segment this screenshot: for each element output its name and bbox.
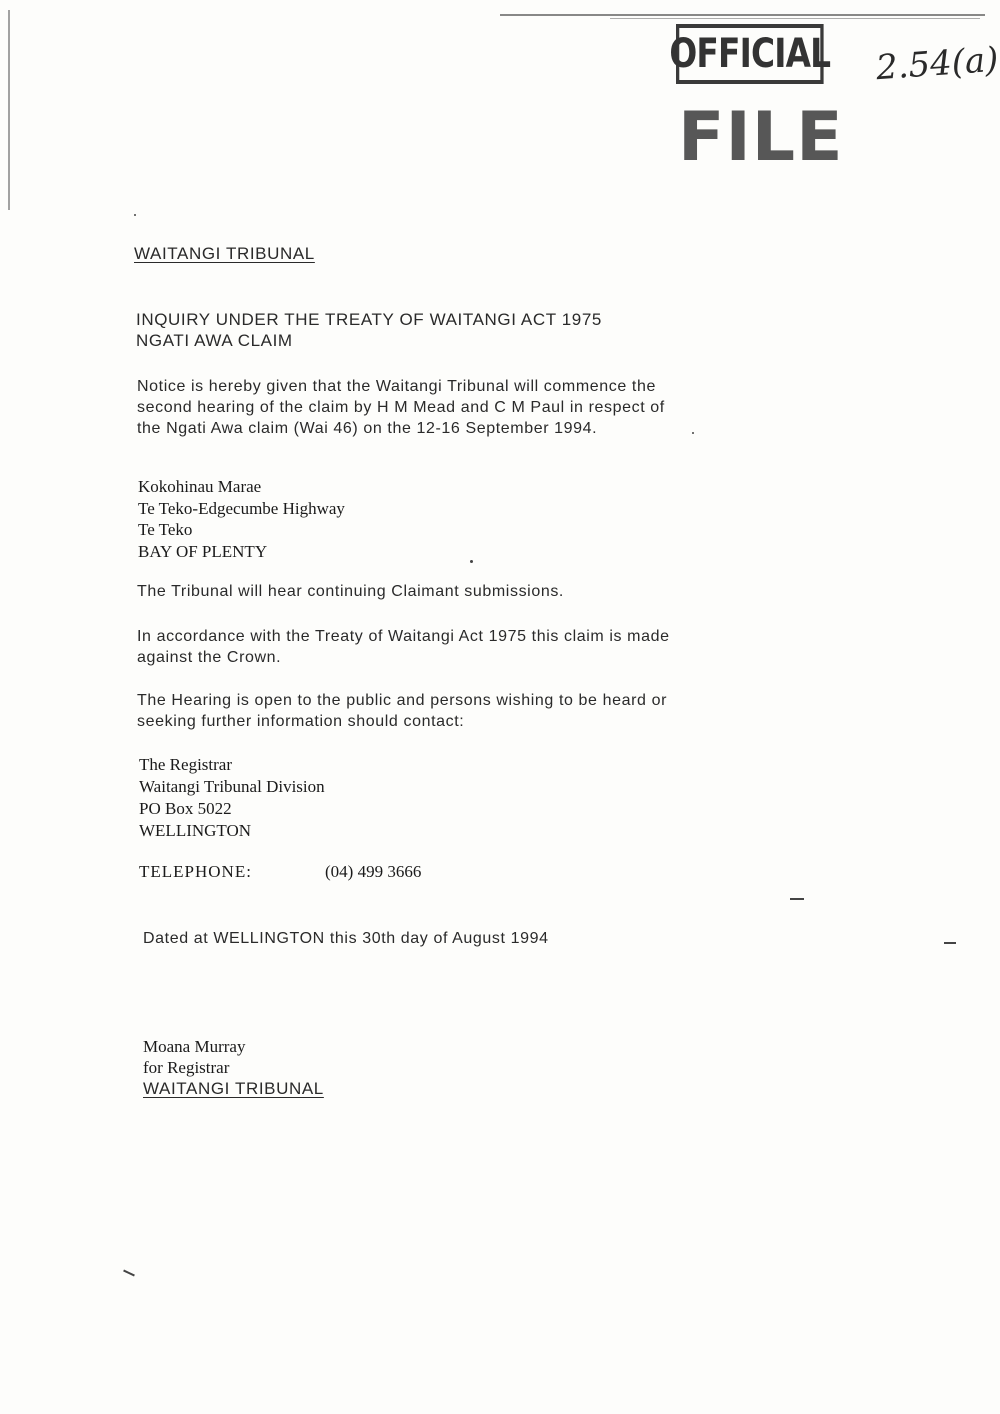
document-heading: WAITANGI TRIBUNAL [134, 244, 315, 263]
scan-speck [944, 942, 956, 944]
signatory-name: Moana Murray [143, 1037, 246, 1056]
notice-paragraph [137, 376, 665, 439]
signature-block [143, 1036, 324, 1099]
handwritten-reference: 2.54(a) [874, 39, 1000, 89]
accordance-line: against the Crown. [137, 649, 282, 666]
scan-speck [692, 432, 694, 434]
scan-speck [790, 898, 804, 900]
claim-title: NGATI AWA CLAIM [136, 331, 293, 350]
hearing-note: The Tribunal will hear continuing Claimant submissions. [137, 583, 564, 600]
accordance-paragraph [137, 626, 670, 668]
venue-line: Te Teko-Edgecumbe Highway [138, 498, 345, 518]
scan-speck [470, 560, 473, 563]
scan-speck [134, 214, 136, 216]
contact-line: seeking further information should contact: [137, 713, 465, 730]
scan-left-edge [8, 10, 10, 210]
file-stamp: FILE [678, 98, 844, 177]
telephone-number: (04) 499 3666 [325, 862, 422, 881]
scan-speck [123, 1270, 135, 1277]
contact-paragraph [137, 690, 667, 732]
venue-address [138, 476, 345, 562]
accordance-line: In accordance with the Treaty of Waitangi Act 1975 this claim is made [137, 628, 670, 645]
notice-line: second hearing of the claim by H M Mead and C M Paul in respect of [137, 399, 665, 416]
dated-line: Dated at WELLINGTON this 30th day of August 1994 [143, 930, 549, 947]
registrar-line: The Registrar [139, 755, 232, 774]
official-stamp: OFFICIAL [676, 24, 824, 84]
scan-top-rule-secondary [610, 18, 980, 19]
registrar-line: Waitangi Tribunal Division [139, 777, 325, 796]
telephone-label: TELEPHONE: [139, 862, 252, 881]
contact-line: The Hearing is open to the public and persons wishing to be heard or [137, 692, 667, 709]
scan-top-rule [500, 14, 985, 16]
venue-line: Te Teko [138, 520, 193, 539]
registrar-line: WELLINGTON [139, 821, 252, 840]
registrar-address [139, 754, 325, 842]
signatory-role: for Registrar [143, 1058, 230, 1077]
notice-line: the Ngati Awa claim (Wai 46) on the 12-16 September 1994. [137, 420, 598, 437]
signatory-organisation: WAITANGI TRIBUNAL [143, 1079, 324, 1098]
notice-line: Notice is hereby given that the Waitangi Tribunal will commence the [137, 378, 656, 395]
inquiry-title: INQUIRY UNDER THE TREATY OF WAITANGI ACT 1975 [136, 310, 602, 329]
venue-line: Kokohinau Marae [138, 477, 262, 496]
venue-line: BAY OF PLENTY [138, 541, 268, 561]
registrar-line: PO Box 5022 [139, 799, 232, 818]
